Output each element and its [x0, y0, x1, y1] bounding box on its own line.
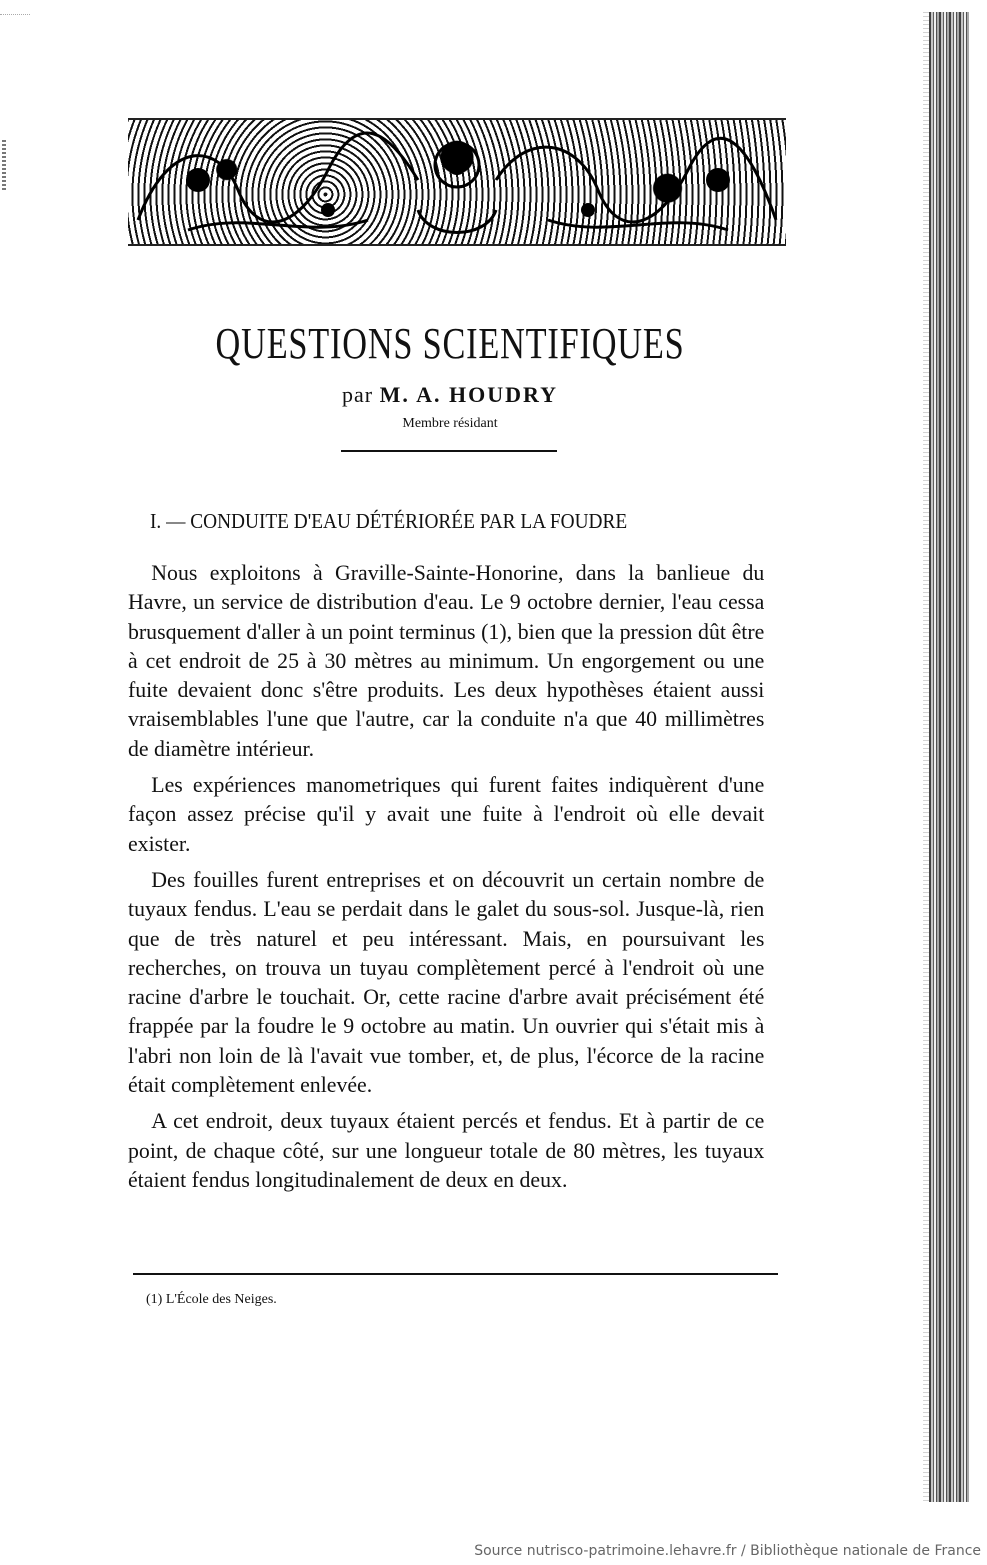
footnote-divider [133, 1273, 778, 1275]
floral-scroll-icon [128, 120, 786, 244]
title-divider [341, 450, 557, 452]
scan-artifact [0, 0, 30, 15]
book-page-edge [929, 12, 969, 1502]
article-body [128, 558, 764, 1201]
author-role: Membre résidant [402, 416, 498, 431]
paragraph: Les expériences manometriques qui furent faites indiquèrent d'une façon assez précise qu'il y avait une fuite à l'endroit où elle devait exister. [128, 772, 765, 856]
section-heading: I. — CONDUITE D'EAU DÉTÉRIORÉE PAR LA FOUDRE [150, 509, 628, 533]
source-credit: Source nutrisco-patrimoine.lehavre.fr / Bibliothèque nationale de France [474, 1543, 981, 1559]
footnote: (1) L'École des Neiges. [146, 1292, 277, 1307]
author-name: M. A. HOUDRY [379, 382, 559, 407]
paragraph: Des fouilles furent entreprises et on découvrit un certain nombre de tuyaux fendus. L'eau se perdait dans le galet du sous-sol. Jusque-là, rien que de très naturel et peu intéressant. Mais, en poursuivant les recherches, on trouva un tuyau complètement percé à l'endroit où une racine d'arbre le touchait. Or, cette racine d'arbre avait précisément été frappée par la foudre le 9 octobre au matin. Un ouvrier qui s'était mis à l'abri non loin de là l'avait vue tomber, et, de plus, l'écorce de la racine était complètement enlevée. [128, 866, 765, 1098]
article-title: QUESTIONS SCIENTIFIQUES [215, 319, 685, 368]
paragraph: Nous exploitons à Graville-Sainte-Honorine, dans la banlieue du Havre, un service de distribution d'eau. Le 9 octobre dernier, l'eau cessa brusquement d'aller à un point terminus (1), bien que la pression dût être à cet endroit de 25 à 30 mètres au minimum. Un engorgement ou une fuite devaient donc s'être produits. Les deux hypothèses étaient aussi vraisemblables l'une que l'autre, car la conduite n'a que 40 millimètres de diamètre intérieur. [128, 560, 765, 761]
scan-artifact [2, 140, 6, 190]
byline [0, 382, 900, 408]
byline-prefix: par [341, 382, 374, 407]
paragraph: A cet endroit, deux tuyaux étaient percés et fendus. Et à partir de ce point, de chaque côté, sur une longueur totale de 80 mètres, les tuyaux étaient fendus longitudinalement de deux en deux. [128, 1108, 765, 1192]
ornament-headband-icon [128, 118, 786, 246]
